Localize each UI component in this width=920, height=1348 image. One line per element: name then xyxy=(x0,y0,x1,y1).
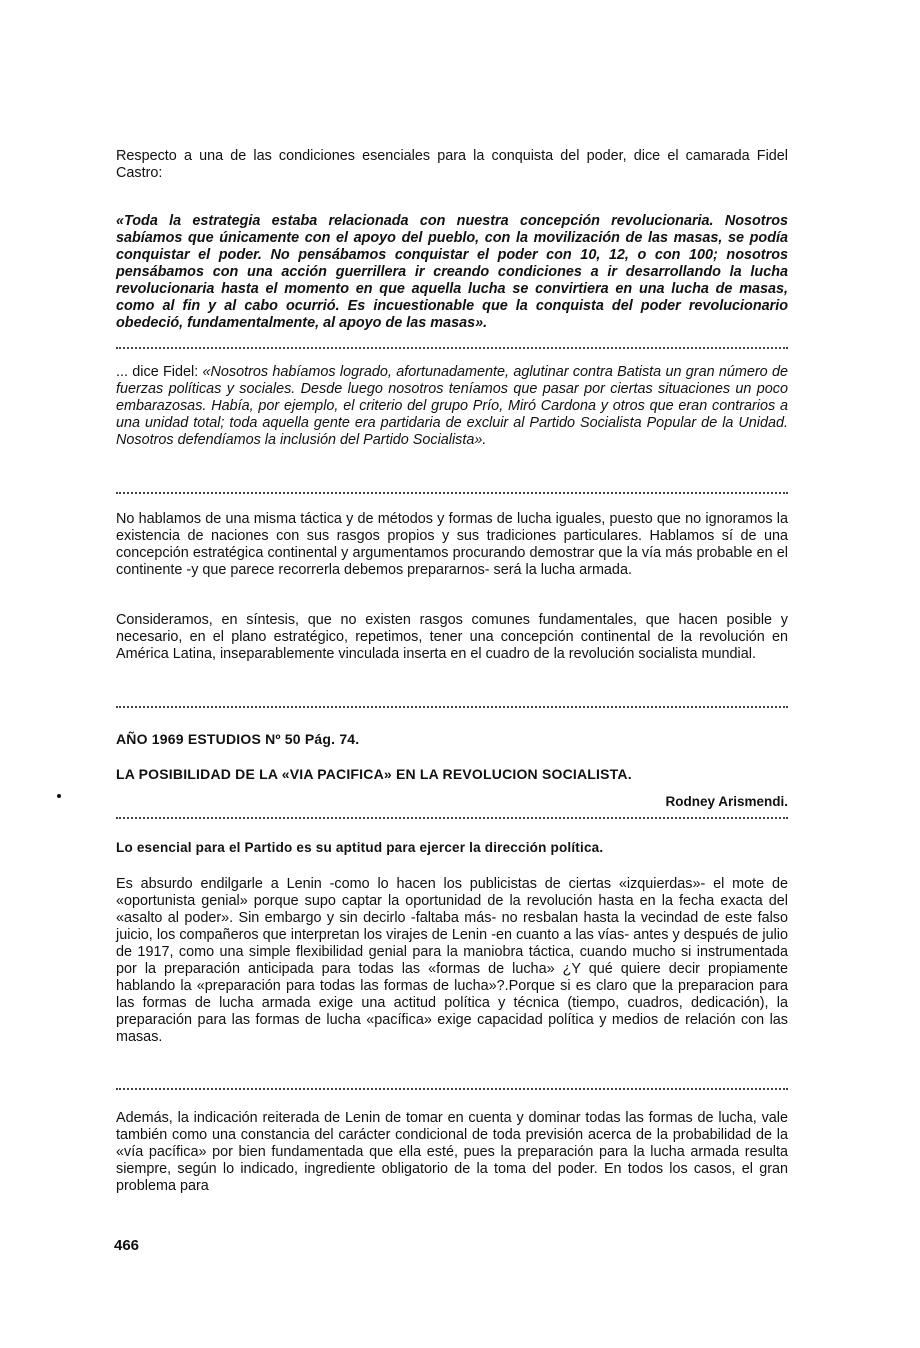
page-number: 466 xyxy=(114,1237,140,1254)
paragraph-lenin: Es absurdo endilgarle a Lenin -como lo hacen los publicistas de ciertas «izquierdas»- el mote de «oportunista genial» porque supo captar la oportunidad de la revolución hasta en la fecha exacta del «asalto al poder». Sin embargo y sin decirlo -faltaba más- no resbalan hasta la vecindad de este falso juicio, los compañeros que interpretan los virajes de Lenin -en cuanto a las vías- antes y después de julio de 1917, como una simple flexibilidad genial para la maniobra táctica, cuando mucho si instrumentada por la preparación anticipada para todas las «formas de lucha» ¿Y qué quiere decir propiamente hablando la «preparación para todas las formas de lucha»?.Porque si es claro que la preparacion para las formas de lucha armada exige una actitud política y técnica (tiempo, cuadros, dedicación), la preparación para las formas de lucha «pacífica» exige capacidad política y medios de relación con las masas. xyxy=(116,876,788,1045)
source-reference: AÑO 1969 ESTUDIOS Nº 50 Pág. 74. xyxy=(116,731,360,747)
paragraph-forms-of-struggle: Además, la indicación reiterada de Lenin de tomar en cuenta y dominar todas las formas de lucha, vale también como una constancia del carácter condicional de toda previsión acerca de la probabilidad de la «vía pacífica» por bien fundamentada que ella esté, pues la preparación para la lucha armada resulta siempre, según lo indicado, ingrediente obligatorio de la toma del poder. En todos los casos, el gran problema para xyxy=(116,1110,788,1194)
quote-fidel-unity xyxy=(116,364,788,449)
article-author: Rodney Arismendi. xyxy=(665,794,788,809)
dotted-separator xyxy=(116,492,788,494)
section-subheading: Lo esencial para el Partido es su aptitud para ejercer la dirección política. xyxy=(116,840,604,855)
paragraph-tactics: No hablamos de una misma táctica y de métodos y formas de lucha iguales, puesto que no ignoramos la existencia de naciones con sus rasgos propios y sus tradiciones particulares. Hablamos sí de una concepción estratégica continental y argumentamos procurando demostrar que la vía más probable en el continente -y que parece recorrerla debemos prepararnos- será la lucha armada. xyxy=(116,511,788,578)
quote-prefix: ... dice Fidel: xyxy=(116,364,203,380)
dotted-separator xyxy=(116,347,788,349)
article-title: LA POSIBILIDAD DE LA «VIA PACIFICA» EN LA REVOLUCION SOCIALISTA. xyxy=(116,766,632,782)
quote-fidel-strategy: «Toda la estrategia estaba relacionada con nuestra concepción revolucionaria. Nosotros sabíamos que únicamente con el apoyo del pueblo, con la movilización de las masas, se podía conquistar el poder. No pensábamos conquistar el poder con 10, 12, o con 100; nosotros pensábamos con una acción guerrillera ir creando condiciones a ir desarrollando la lucha revolucionaria hasta el momento en que aquella lucha se convirtiera en una lucha de masas, como al fin y al cabo ocurrió. Es incuestionable que la conquista del poder revolucionario obedeció, fundamentalmente, al apoyo de las masas». xyxy=(116,213,788,331)
dotted-separator xyxy=(116,817,788,819)
margin-dot xyxy=(57,794,61,798)
paragraph-synthesis: Consideramos, en síntesis, que no existen rasgos comunes fundamentales, que hacen posible y necesario, en el plano estratégico, repetimos, tener una concepción continental de la revolución en América Latina, inseparablemente vinculada inserta en el cuadro de la revolución socialista mundial. xyxy=(116,612,788,662)
dotted-separator xyxy=(116,706,788,708)
intro-paragraph: Respecto a una de las condiciones esenciales para la conquista del poder, dice el camarada Fidel Castro: xyxy=(116,148,788,181)
quote-text: «Nosotros habíamos logrado, afortunadamente, aglutinar contra Batista un gran número de fuerzas políticas y sociales. Desde luego nosotros teníamos que pasar por ciertas situaciones un poco embarazosas. Había, por ejemplo, el criterio del grupo Prío, Miró Cardona y otros que eran contrarios a una unidad total; toda aquella gente era partidaria de excluir al Partido Socialista Popular de la Unidad. Nosotros defendíamos la inclusión del Partido Socialista». xyxy=(116,364,788,448)
dotted-separator xyxy=(116,1088,788,1090)
